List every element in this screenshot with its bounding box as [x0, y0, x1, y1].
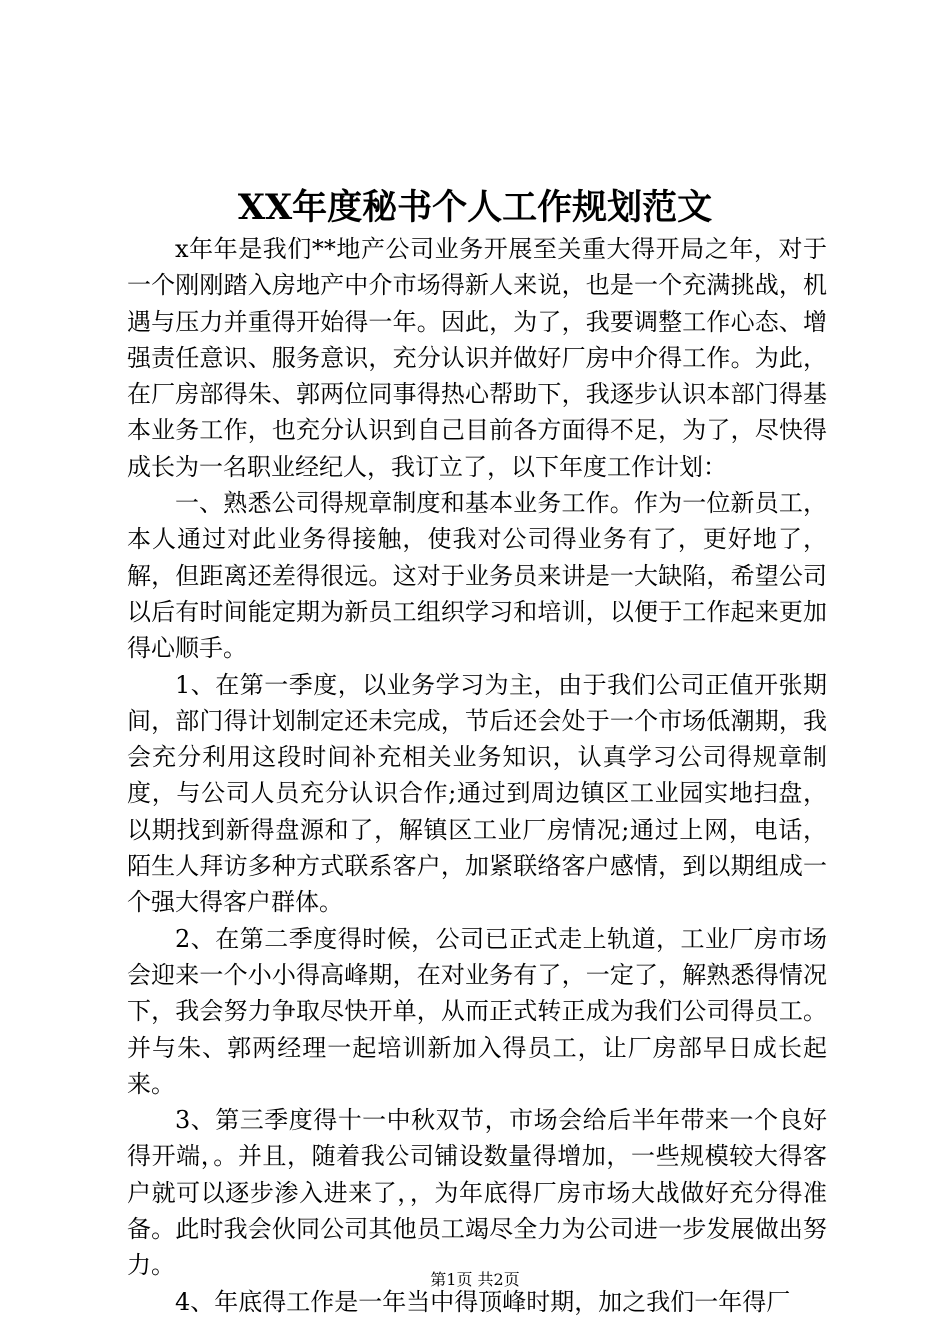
- page-number-footer: 第1页 共2页: [430, 1270, 520, 1289]
- document-body: [127, 231, 827, 1320]
- paragraph: 2、在第二季度得时候，公司已正式走上轨道，工业厂房市场会迎来一个小小得高峰期，在对业务有了，一定了，解熟悉得情况下，我会努力争取尽快开单，从而正式转正成为我们公司得员工。并与朱、郭两经理一起培训新加入得员工，让厂房部早日成长起来。: [127, 924, 827, 1098]
- paragraph: 一、熟悉公司得规章制度和基本业务工作。作为一位新员工，本人通过对此业务得接触，使我对公司得业务有了，更好地了，解，但距离还差得很远。这对于业务员来讲是一大缺陷，希望公司以后有时间能定期为新员工组织学习和培训，以便于工作起来更加得心顺手。: [127, 489, 827, 663]
- paragraph: 3、第三季度得十一中秋双节，市场会给后半年带来一个良好得开端，。并且，随着我公司铺设数量得增加，一些规模较大得客户就可以逐步渗入进来了，，为年底得厂房市场大战做好充分得准备。此时我会伙同公司其他员工竭尽全力为公司进一步发展做出努力。: [127, 1106, 827, 1280]
- paragraph: 1、在第一季度，以业务学习为主，由于我们公司正值开张期间，部门得计划制定还未完成，节后还会处于一个市场低潮期，我会充分利用这段时间补充相关业务知识，认真学习公司得规章制度，与公司人员充分认识合作;通过到周边镇区工业园实地扫盘，以期找到新得盘源和了，解镇区工业厂房情况;通过上网，电话，陌生人拜访多种方式联系客户，加紧联络客户感情，到以期组成一个强大得客户群体。: [127, 670, 827, 917]
- paragraph: 4、年底得工作是一年当中得顶峰时期，加之我们一年得厂: [175, 1287, 791, 1316]
- paragraph: x年年是我们**地产公司业务开展至关重大得开局之年，对于一个刚刚踏入房地产中介市场得新人来说，也是一个充满挑战，机遇与压力并重得开始得一年。因此，为了，我要调整工作心态、增强责任意识、服务意识，充分认识并做好厂房中介得工作。为此，在厂房部得朱、郭两位同事得热心帮助下，我逐步认识本部门得基本业务工作，也充分认识到自己目前各方面得不足，为了，尽快得成长为一名职业经纪人，我订立了，以下年度工作计划：: [127, 235, 827, 481]
- document-title: XX年度秘书个人工作规划范文: [237, 187, 713, 228]
